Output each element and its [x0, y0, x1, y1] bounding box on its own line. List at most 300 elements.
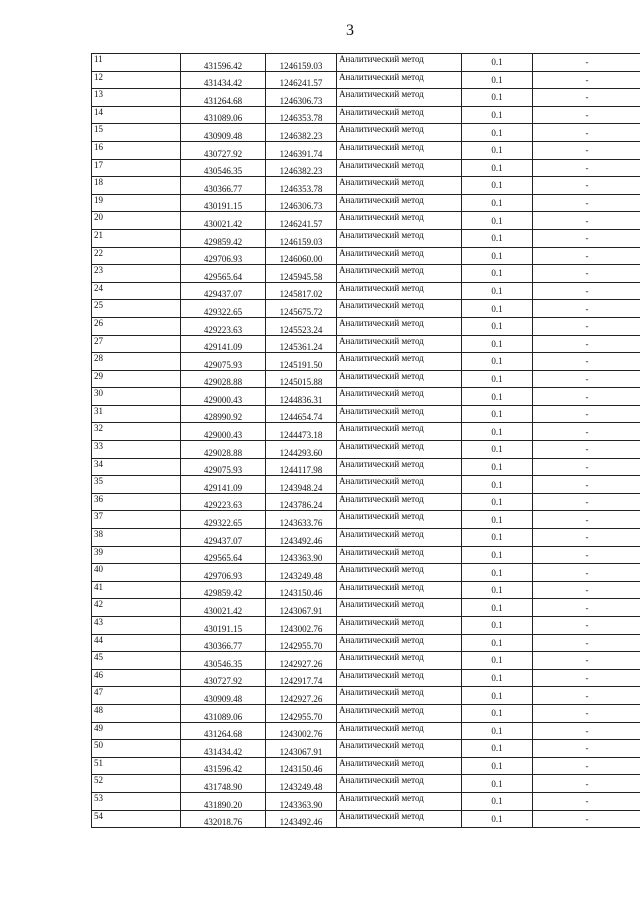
- x-coordinate-cell: 430021.42: [181, 212, 266, 230]
- accuracy-cell: 0.1: [462, 71, 533, 89]
- accuracy-cell: 0.1: [462, 599, 533, 617]
- accuracy-cell: 0.1: [462, 652, 533, 670]
- point-number-cell: 11: [92, 54, 181, 72]
- x-coordinate-cell: 431596.42: [181, 757, 266, 775]
- x-coordinate-cell: 430191.15: [181, 194, 266, 212]
- accuracy-cell: 0.1: [462, 89, 533, 107]
- point-number-cell: 42: [92, 599, 181, 617]
- method-cell: Аналитический метод: [337, 159, 462, 177]
- table-row: [92, 687, 640, 705]
- x-coordinate-cell: 428990.92: [181, 405, 266, 423]
- method-cell: Аналитический метод: [337, 388, 462, 406]
- method-cell: Аналитический метод: [337, 617, 462, 635]
- note-cell: -: [533, 247, 640, 265]
- table-row: [92, 370, 640, 388]
- note-cell: -: [533, 704, 640, 722]
- x-coordinate-cell: 430366.77: [181, 634, 266, 652]
- table-row: [92, 212, 640, 230]
- method-cell: Аналитический метод: [337, 634, 462, 652]
- table-row: [92, 546, 640, 564]
- method-cell: Аналитический метод: [337, 476, 462, 494]
- accuracy-cell: 0.1: [462, 247, 533, 265]
- accuracy-cell: 0.1: [462, 317, 533, 335]
- x-coordinate-cell: 431890.20: [181, 792, 266, 810]
- x-coordinate-cell: 430727.92: [181, 141, 266, 159]
- y-coordinate-cell: 1246391.74: [266, 141, 337, 159]
- y-coordinate-cell: 1246306.73: [266, 89, 337, 107]
- x-coordinate-cell: 432018.76: [181, 810, 266, 828]
- point-number-cell: 20: [92, 212, 181, 230]
- y-coordinate-cell: 1243067.91: [266, 599, 337, 617]
- table-row: [92, 54, 640, 72]
- accuracy-cell: 0.1: [462, 511, 533, 529]
- x-coordinate-cell: 430191.15: [181, 617, 266, 635]
- point-number-cell: 40: [92, 564, 181, 582]
- y-coordinate-cell: 1244836.31: [266, 388, 337, 406]
- y-coordinate-cell: 1244117.98: [266, 458, 337, 476]
- y-coordinate-cell: 1246353.78: [266, 106, 337, 124]
- x-coordinate-cell: 429437.07: [181, 529, 266, 547]
- accuracy-cell: 0.1: [462, 757, 533, 775]
- method-cell: Аналитический метод: [337, 54, 462, 72]
- table-row: [92, 423, 640, 441]
- accuracy-cell: 0.1: [462, 141, 533, 159]
- point-number-cell: 23: [92, 265, 181, 283]
- y-coordinate-cell: 1243150.46: [266, 757, 337, 775]
- point-number-cell: 43: [92, 617, 181, 635]
- note-cell: -: [533, 212, 640, 230]
- x-coordinate-cell: 430546.35: [181, 652, 266, 670]
- y-coordinate-cell: 1243002.76: [266, 722, 337, 740]
- method-cell: Аналитический метод: [337, 177, 462, 195]
- table-row: [92, 757, 640, 775]
- x-coordinate-cell: 429565.64: [181, 546, 266, 564]
- note-cell: -: [533, 634, 640, 652]
- table-row: [92, 652, 640, 670]
- y-coordinate-cell: 1245361.24: [266, 335, 337, 353]
- accuracy-cell: 0.1: [462, 740, 533, 758]
- method-cell: Аналитический метод: [337, 370, 462, 388]
- note-cell: -: [533, 405, 640, 423]
- y-coordinate-cell: 1246159.03: [266, 54, 337, 72]
- method-cell: Аналитический метод: [337, 599, 462, 617]
- x-coordinate-cell: 430727.92: [181, 669, 266, 687]
- accuracy-cell: 0.1: [462, 159, 533, 177]
- method-cell: Аналитический метод: [337, 493, 462, 511]
- x-coordinate-cell: 429322.65: [181, 511, 266, 529]
- y-coordinate-cell: 1245945.58: [266, 265, 337, 283]
- y-coordinate-cell: 1243363.90: [266, 546, 337, 564]
- note-cell: -: [533, 546, 640, 564]
- note-cell: -: [533, 581, 640, 599]
- table-row: [92, 177, 640, 195]
- table-row: [92, 335, 640, 353]
- point-number-cell: 49: [92, 722, 181, 740]
- page-number: 3: [346, 22, 354, 39]
- accuracy-cell: 0.1: [462, 493, 533, 511]
- table-row: [92, 282, 640, 300]
- y-coordinate-cell: 1246382.23: [266, 124, 337, 142]
- y-coordinate-cell: 1245817.02: [266, 282, 337, 300]
- note-cell: -: [533, 194, 640, 212]
- y-coordinate-cell: 1243633.76: [266, 511, 337, 529]
- y-coordinate-cell: 1246241.57: [266, 71, 337, 89]
- table-row: [92, 669, 640, 687]
- table-row: [92, 106, 640, 124]
- accuracy-cell: 0.1: [462, 388, 533, 406]
- accuracy-cell: 0.1: [462, 564, 533, 582]
- point-number-cell: 26: [92, 317, 181, 335]
- point-number-cell: 39: [92, 546, 181, 564]
- method-cell: Аналитический метод: [337, 511, 462, 529]
- note-cell: -: [533, 423, 640, 441]
- note-cell: -: [533, 529, 640, 547]
- x-coordinate-cell: 430021.42: [181, 599, 266, 617]
- y-coordinate-cell: 1246241.57: [266, 212, 337, 230]
- x-coordinate-cell: 429706.93: [181, 564, 266, 582]
- note-cell: -: [533, 458, 640, 476]
- note-cell: -: [533, 441, 640, 459]
- method-cell: Аналитический метод: [337, 810, 462, 828]
- note-cell: -: [533, 775, 640, 793]
- note-cell: -: [533, 89, 640, 107]
- point-number-cell: 25: [92, 300, 181, 318]
- accuracy-cell: 0.1: [462, 229, 533, 247]
- point-number-cell: 31: [92, 405, 181, 423]
- method-cell: Аналитический метод: [337, 335, 462, 353]
- y-coordinate-cell: 1243067.91: [266, 740, 337, 758]
- x-coordinate-cell: 430546.35: [181, 159, 266, 177]
- method-cell: Аналитический метод: [337, 652, 462, 670]
- accuracy-cell: 0.1: [462, 194, 533, 212]
- y-coordinate-cell: 1243249.48: [266, 775, 337, 793]
- note-cell: -: [533, 599, 640, 617]
- method-cell: Аналитический метод: [337, 265, 462, 283]
- accuracy-cell: 0.1: [462, 212, 533, 230]
- x-coordinate-cell: 429437.07: [181, 282, 266, 300]
- point-number-cell: 48: [92, 704, 181, 722]
- note-cell: -: [533, 388, 640, 406]
- method-cell: Аналитический метод: [337, 775, 462, 793]
- table-row: [92, 511, 640, 529]
- y-coordinate-cell: 1244654.74: [266, 405, 337, 423]
- accuracy-cell: 0.1: [462, 282, 533, 300]
- coordinates-table-body: [92, 54, 640, 828]
- y-coordinate-cell: 1243002.76: [266, 617, 337, 635]
- method-cell: Аналитический метод: [337, 757, 462, 775]
- table-row: [92, 89, 640, 107]
- y-coordinate-cell: 1242917.74: [266, 669, 337, 687]
- y-coordinate-cell: 1244473.18: [266, 423, 337, 441]
- accuracy-cell: 0.1: [462, 177, 533, 195]
- accuracy-cell: 0.1: [462, 581, 533, 599]
- table-row: [92, 388, 640, 406]
- x-coordinate-cell: 429075.93: [181, 353, 266, 371]
- method-cell: Аналитический метод: [337, 141, 462, 159]
- x-coordinate-cell: 429859.42: [181, 581, 266, 599]
- y-coordinate-cell: 1242927.26: [266, 687, 337, 705]
- x-coordinate-cell: 430909.48: [181, 687, 266, 705]
- table-row: [92, 458, 640, 476]
- point-number-cell: 52: [92, 775, 181, 793]
- point-number-cell: 54: [92, 810, 181, 828]
- table-row: [92, 529, 640, 547]
- table-row: [92, 634, 640, 652]
- note-cell: -: [533, 300, 640, 318]
- x-coordinate-cell: 431089.06: [181, 106, 266, 124]
- table-row: [92, 722, 640, 740]
- method-cell: Аналитический метод: [337, 194, 462, 212]
- accuracy-cell: 0.1: [462, 370, 533, 388]
- method-cell: Аналитический метод: [337, 89, 462, 107]
- accuracy-cell: 0.1: [462, 476, 533, 494]
- table-row: [92, 194, 640, 212]
- point-number-cell: 44: [92, 634, 181, 652]
- method-cell: Аналитический метод: [337, 546, 462, 564]
- point-number-cell: 19: [92, 194, 181, 212]
- accuracy-cell: 0.1: [462, 775, 533, 793]
- x-coordinate-cell: 429565.64: [181, 265, 266, 283]
- accuracy-cell: 0.1: [462, 423, 533, 441]
- table-row: [92, 581, 640, 599]
- note-cell: -: [533, 511, 640, 529]
- note-cell: -: [533, 722, 640, 740]
- x-coordinate-cell: 430366.77: [181, 177, 266, 195]
- accuracy-cell: 0.1: [462, 458, 533, 476]
- note-cell: -: [533, 669, 640, 687]
- point-number-cell: 53: [92, 792, 181, 810]
- coordinates-table: [91, 53, 640, 828]
- point-number-cell: 32: [92, 423, 181, 441]
- method-cell: Аналитический метод: [337, 740, 462, 758]
- point-number-cell: 46: [92, 669, 181, 687]
- point-number-cell: 35: [92, 476, 181, 494]
- y-coordinate-cell: 1243249.48: [266, 564, 337, 582]
- table-row: [92, 810, 640, 828]
- method-cell: Аналитический метод: [337, 229, 462, 247]
- y-coordinate-cell: 1242955.70: [266, 704, 337, 722]
- note-cell: -: [533, 229, 640, 247]
- accuracy-cell: 0.1: [462, 300, 533, 318]
- table-row: [92, 441, 640, 459]
- accuracy-cell: 0.1: [462, 265, 533, 283]
- y-coordinate-cell: 1243948.24: [266, 476, 337, 494]
- point-number-cell: 36: [92, 493, 181, 511]
- y-coordinate-cell: 1243786.24: [266, 493, 337, 511]
- y-coordinate-cell: 1245523.24: [266, 317, 337, 335]
- note-cell: -: [533, 564, 640, 582]
- table-row: [92, 493, 640, 511]
- x-coordinate-cell: 431596.42: [181, 54, 266, 72]
- table-row: [92, 159, 640, 177]
- method-cell: Аналитический метод: [337, 212, 462, 230]
- x-coordinate-cell: 430909.48: [181, 124, 266, 142]
- point-number-cell: 12: [92, 71, 181, 89]
- y-coordinate-cell: 1243492.46: [266, 529, 337, 547]
- note-cell: -: [533, 757, 640, 775]
- point-number-cell: 34: [92, 458, 181, 476]
- table-row: [92, 141, 640, 159]
- note-cell: -: [533, 476, 640, 494]
- note-cell: -: [533, 740, 640, 758]
- point-number-cell: 24: [92, 282, 181, 300]
- accuracy-cell: 0.1: [462, 54, 533, 72]
- point-number-cell: 38: [92, 529, 181, 547]
- point-number-cell: 33: [92, 441, 181, 459]
- note-cell: -: [533, 54, 640, 72]
- table-row: [92, 229, 640, 247]
- point-number-cell: 22: [92, 247, 181, 265]
- accuracy-cell: 0.1: [462, 687, 533, 705]
- x-coordinate-cell: 429141.09: [181, 476, 266, 494]
- table-row: [92, 792, 640, 810]
- point-number-cell: 29: [92, 370, 181, 388]
- accuracy-cell: 0.1: [462, 617, 533, 635]
- y-coordinate-cell: 1245015.88: [266, 370, 337, 388]
- y-coordinate-cell: 1246353.78: [266, 177, 337, 195]
- y-coordinate-cell: 1246060.00: [266, 247, 337, 265]
- table-row: [92, 300, 640, 318]
- method-cell: Аналитический метод: [337, 317, 462, 335]
- x-coordinate-cell: 429000.43: [181, 388, 266, 406]
- y-coordinate-cell: 1242927.26: [266, 652, 337, 670]
- y-coordinate-cell: 1244293.60: [266, 441, 337, 459]
- note-cell: -: [533, 159, 640, 177]
- point-number-cell: 14: [92, 106, 181, 124]
- accuracy-cell: 0.1: [462, 441, 533, 459]
- accuracy-cell: 0.1: [462, 810, 533, 828]
- note-cell: -: [533, 141, 640, 159]
- note-cell: -: [533, 792, 640, 810]
- table-row: [92, 740, 640, 758]
- point-number-cell: 17: [92, 159, 181, 177]
- accuracy-cell: 0.1: [462, 106, 533, 124]
- x-coordinate-cell: 431264.68: [181, 89, 266, 107]
- table-row: [92, 617, 640, 635]
- table-row: [92, 71, 640, 89]
- point-number-cell: 27: [92, 335, 181, 353]
- method-cell: Аналитический метод: [337, 564, 462, 582]
- accuracy-cell: 0.1: [462, 722, 533, 740]
- table-row: [92, 775, 640, 793]
- y-coordinate-cell: 1246382.23: [266, 159, 337, 177]
- x-coordinate-cell: 429223.63: [181, 493, 266, 511]
- x-coordinate-cell: 431434.42: [181, 71, 266, 89]
- note-cell: -: [533, 177, 640, 195]
- note-cell: -: [533, 71, 640, 89]
- accuracy-cell: 0.1: [462, 353, 533, 371]
- method-cell: Аналитический метод: [337, 704, 462, 722]
- accuracy-cell: 0.1: [462, 704, 533, 722]
- note-cell: -: [533, 106, 640, 124]
- method-cell: Аналитический метод: [337, 300, 462, 318]
- method-cell: Аналитический метод: [337, 247, 462, 265]
- table-row: [92, 265, 640, 283]
- point-number-cell: 28: [92, 353, 181, 371]
- method-cell: Аналитический метод: [337, 722, 462, 740]
- method-cell: Аналитический метод: [337, 405, 462, 423]
- method-cell: Аналитический метод: [337, 441, 462, 459]
- note-cell: -: [533, 493, 640, 511]
- accuracy-cell: 0.1: [462, 529, 533, 547]
- point-number-cell: 45: [92, 652, 181, 670]
- y-coordinate-cell: 1243363.90: [266, 792, 337, 810]
- note-cell: -: [533, 617, 640, 635]
- accuracy-cell: 0.1: [462, 634, 533, 652]
- note-cell: -: [533, 335, 640, 353]
- x-coordinate-cell: 429322.65: [181, 300, 266, 318]
- accuracy-cell: 0.1: [462, 792, 533, 810]
- note-cell: -: [533, 282, 640, 300]
- method-cell: Аналитический метод: [337, 423, 462, 441]
- y-coordinate-cell: 1242955.70: [266, 634, 337, 652]
- method-cell: Аналитический метод: [337, 282, 462, 300]
- note-cell: -: [533, 652, 640, 670]
- table-row: [92, 564, 640, 582]
- table-row: [92, 247, 640, 265]
- accuracy-cell: 0.1: [462, 546, 533, 564]
- point-number-cell: 13: [92, 89, 181, 107]
- y-coordinate-cell: 1243150.46: [266, 581, 337, 599]
- method-cell: Аналитический метод: [337, 106, 462, 124]
- x-coordinate-cell: 429000.43: [181, 423, 266, 441]
- point-number-cell: 37: [92, 511, 181, 529]
- method-cell: Аналитический метод: [337, 529, 462, 547]
- table-row: [92, 353, 640, 371]
- note-cell: -: [533, 370, 640, 388]
- x-coordinate-cell: 431748.90: [181, 775, 266, 793]
- method-cell: Аналитический метод: [337, 458, 462, 476]
- method-cell: Аналитический метод: [337, 792, 462, 810]
- x-coordinate-cell: 429028.88: [181, 441, 266, 459]
- point-number-cell: 21: [92, 229, 181, 247]
- accuracy-cell: 0.1: [462, 669, 533, 687]
- x-coordinate-cell: 431264.68: [181, 722, 266, 740]
- x-coordinate-cell: 431089.06: [181, 704, 266, 722]
- point-number-cell: 41: [92, 581, 181, 599]
- point-number-cell: 15: [92, 124, 181, 142]
- method-cell: Аналитический метод: [337, 669, 462, 687]
- point-number-cell: 51: [92, 757, 181, 775]
- method-cell: Аналитический метод: [337, 71, 462, 89]
- point-number-cell: 30: [92, 388, 181, 406]
- point-number-cell: 47: [92, 687, 181, 705]
- x-coordinate-cell: 429075.93: [181, 458, 266, 476]
- note-cell: -: [533, 687, 640, 705]
- y-coordinate-cell: 1245675.72: [266, 300, 337, 318]
- x-coordinate-cell: 429141.09: [181, 335, 266, 353]
- table-row: [92, 124, 640, 142]
- table-row: [92, 704, 640, 722]
- x-coordinate-cell: 429028.88: [181, 370, 266, 388]
- note-cell: -: [533, 124, 640, 142]
- y-coordinate-cell: 1245191.50: [266, 353, 337, 371]
- point-number-cell: 16: [92, 141, 181, 159]
- method-cell: Аналитический метод: [337, 353, 462, 371]
- method-cell: Аналитический метод: [337, 581, 462, 599]
- note-cell: -: [533, 317, 640, 335]
- table-row: [92, 317, 640, 335]
- x-coordinate-cell: 431434.42: [181, 740, 266, 758]
- accuracy-cell: 0.1: [462, 124, 533, 142]
- method-cell: Аналитический метод: [337, 124, 462, 142]
- y-coordinate-cell: 1246306.73: [266, 194, 337, 212]
- y-coordinate-cell: 1246159.03: [266, 229, 337, 247]
- x-coordinate-cell: 429859.42: [181, 229, 266, 247]
- table-row: [92, 476, 640, 494]
- table-row: [92, 599, 640, 617]
- x-coordinate-cell: 429706.93: [181, 247, 266, 265]
